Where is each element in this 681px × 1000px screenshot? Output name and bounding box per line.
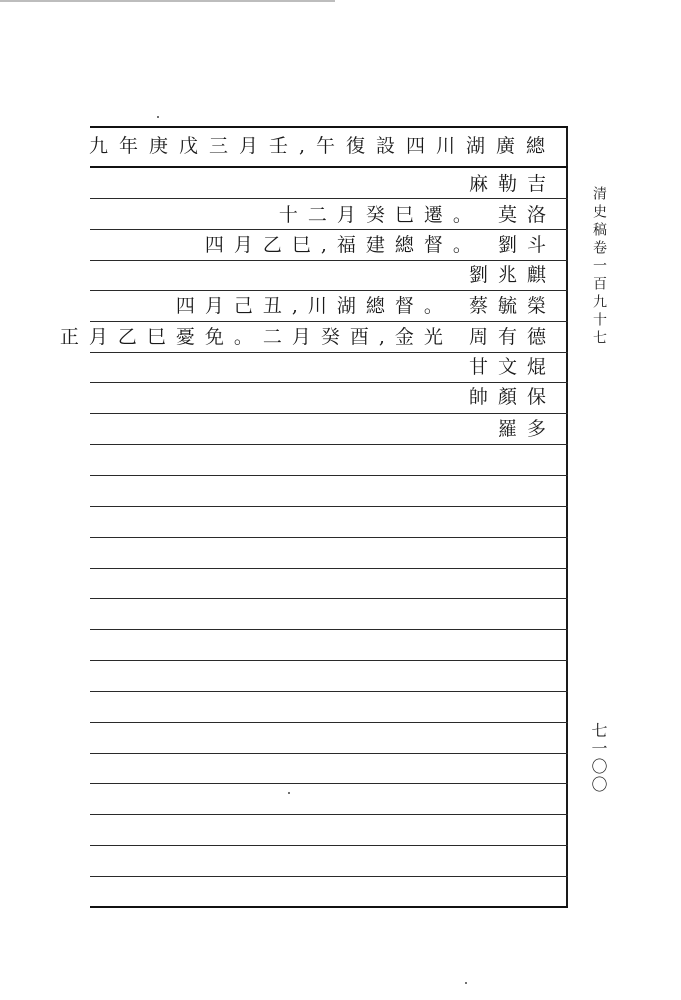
table-row [482,414,556,444]
row-desc: 正月乙巳憂免。二月癸酉,金光 [59,326,453,348]
row-name: 莫洛 [497,204,556,226]
header-row-text: 總廣湖川四設復午,壬月三戊庚年九 [88,135,556,157]
table-row [453,382,556,412]
side-title [588,186,610,355]
row-name: 羅多 [497,418,556,440]
row-desc: 四月己丑,川湖總督。 [175,295,453,317]
page-number-text: 七一〇〇 [589,722,608,794]
row-divider [90,198,568,199]
row-divider [90,845,568,846]
table-row [176,291,556,321]
row-divider [90,876,568,877]
row-name: 帥顏保 [468,386,556,408]
row-divider [90,814,568,815]
row-divider [90,783,568,784]
row-divider [90,691,568,692]
row-divider [90,753,568,754]
row-divider [90,444,568,445]
row-name: 劉兆麒 [468,264,556,286]
row-divider [90,722,568,723]
row-divider [90,660,568,661]
page-number [584,722,612,800]
table-row [453,260,556,290]
scan-speck [288,792,290,794]
row-divider [90,537,568,538]
row-name: 甘文焜 [468,356,556,378]
row-name: 周有德 [468,326,556,348]
table-top-border [90,126,568,128]
row-divider [90,475,568,476]
scan-speck [465,982,467,984]
table-bottom-border [90,906,568,908]
table-row [279,200,556,230]
row-divider [90,166,568,168]
row-name: 蔡毓榮 [468,295,556,317]
row-divider [90,568,568,569]
row-desc: 四月乙巳,福建總督。 [204,234,482,256]
side-title-text: 清史稿卷一百九十七 [591,186,607,348]
row-divider [90,506,568,507]
table-row [453,352,556,382]
row-desc: 十二月癸巳遷。 [278,204,482,226]
row-divider [90,629,568,630]
table-row [453,169,556,199]
row-name: 麻勒吉 [468,173,556,195]
row-name: 劉斗 [497,234,556,256]
scan-speck [157,116,159,118]
scan-edge [0,0,335,2]
header-row [89,131,556,161]
table-row [60,322,556,352]
table-row [205,230,556,260]
table-right-border [566,126,568,908]
row-divider [90,598,568,599]
official-table [59,126,568,908]
